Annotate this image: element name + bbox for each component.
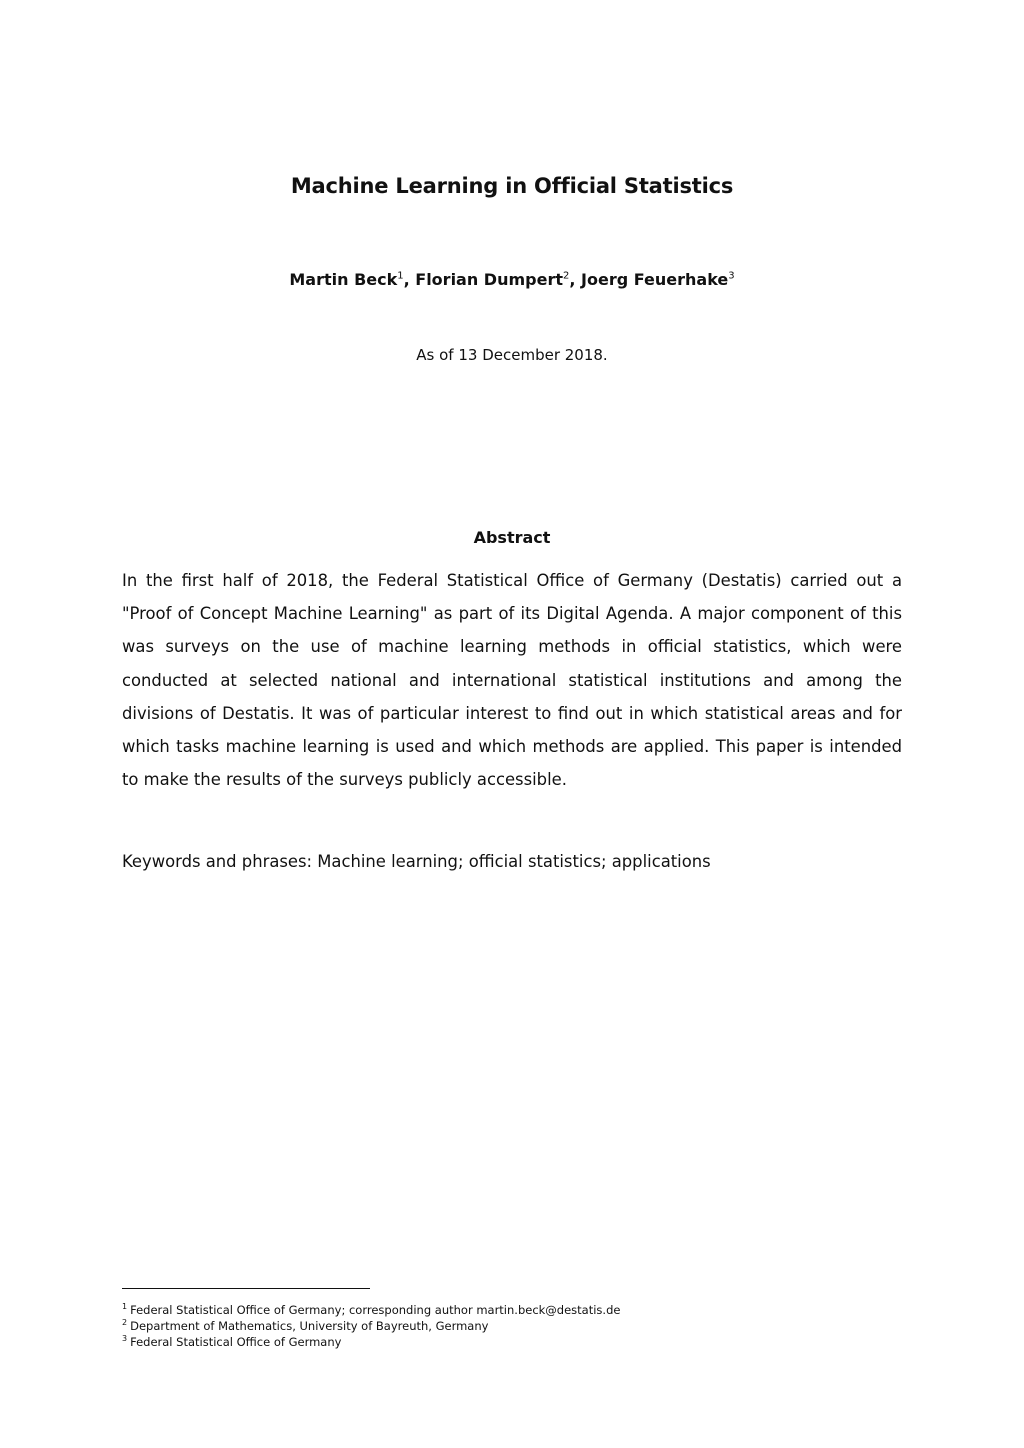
keywords-line: Keywords and phrases: Machine learning; official statistics; applications <box>122 852 711 871</box>
paper-date: As of 13 December 2018. <box>416 346 608 364</box>
abstract-heading: Abstract <box>473 528 551 547</box>
footnote-marker: 2 <box>122 1318 128 1328</box>
footnotes <box>122 1302 902 1350</box>
footnote-divider <box>122 1288 370 1289</box>
author-affiliation-marker: 3 <box>728 270 735 282</box>
footnote-text: Federal Statistical Office of Germany; corresponding author martin.beck@destatis.de <box>130 1303 621 1317</box>
footnote <box>122 1318 902 1334</box>
footnote <box>122 1302 902 1318</box>
author-affiliation-marker: 1 <box>397 270 404 282</box>
footnote <box>122 1334 902 1350</box>
author-name: Martin Beck <box>289 270 398 289</box>
author-separator: , <box>403 270 416 289</box>
author-name: Joerg Feuerhake <box>581 270 729 289</box>
author-separator: , <box>569 270 582 289</box>
author-line <box>0 270 1024 289</box>
footnote-marker: 1 <box>122 1302 128 1312</box>
footnote-text: Department of Mathematics, University of Bayreuth, Germany <box>130 1319 489 1333</box>
author-name: Florian Dumpert <box>415 270 563 289</box>
author-affiliation-marker: 2 <box>563 270 570 282</box>
footnote-marker: 3 <box>122 1334 128 1344</box>
footnote-text: Federal Statistical Office of Germany <box>130 1335 342 1349</box>
paper-title: Machine Learning in Official Statistics <box>290 174 734 198</box>
abstract-body: In the first half of 2018, the Federal Statistical Office of Germany (Destatis) carried out a "Proof of Concept Machine Learning" as part of its Digital Agenda. A major component of this was surveys on the use of machine learning methods in official statistics, which were conducted at selected national and international statistical institutions and among the divisions of Destatis. It was of particular interest to find out in which statistical areas and for which tasks machine learning is used and which methods are applied. This paper is intended to make the results of the surveys publicly accessible. <box>122 571 902 790</box>
